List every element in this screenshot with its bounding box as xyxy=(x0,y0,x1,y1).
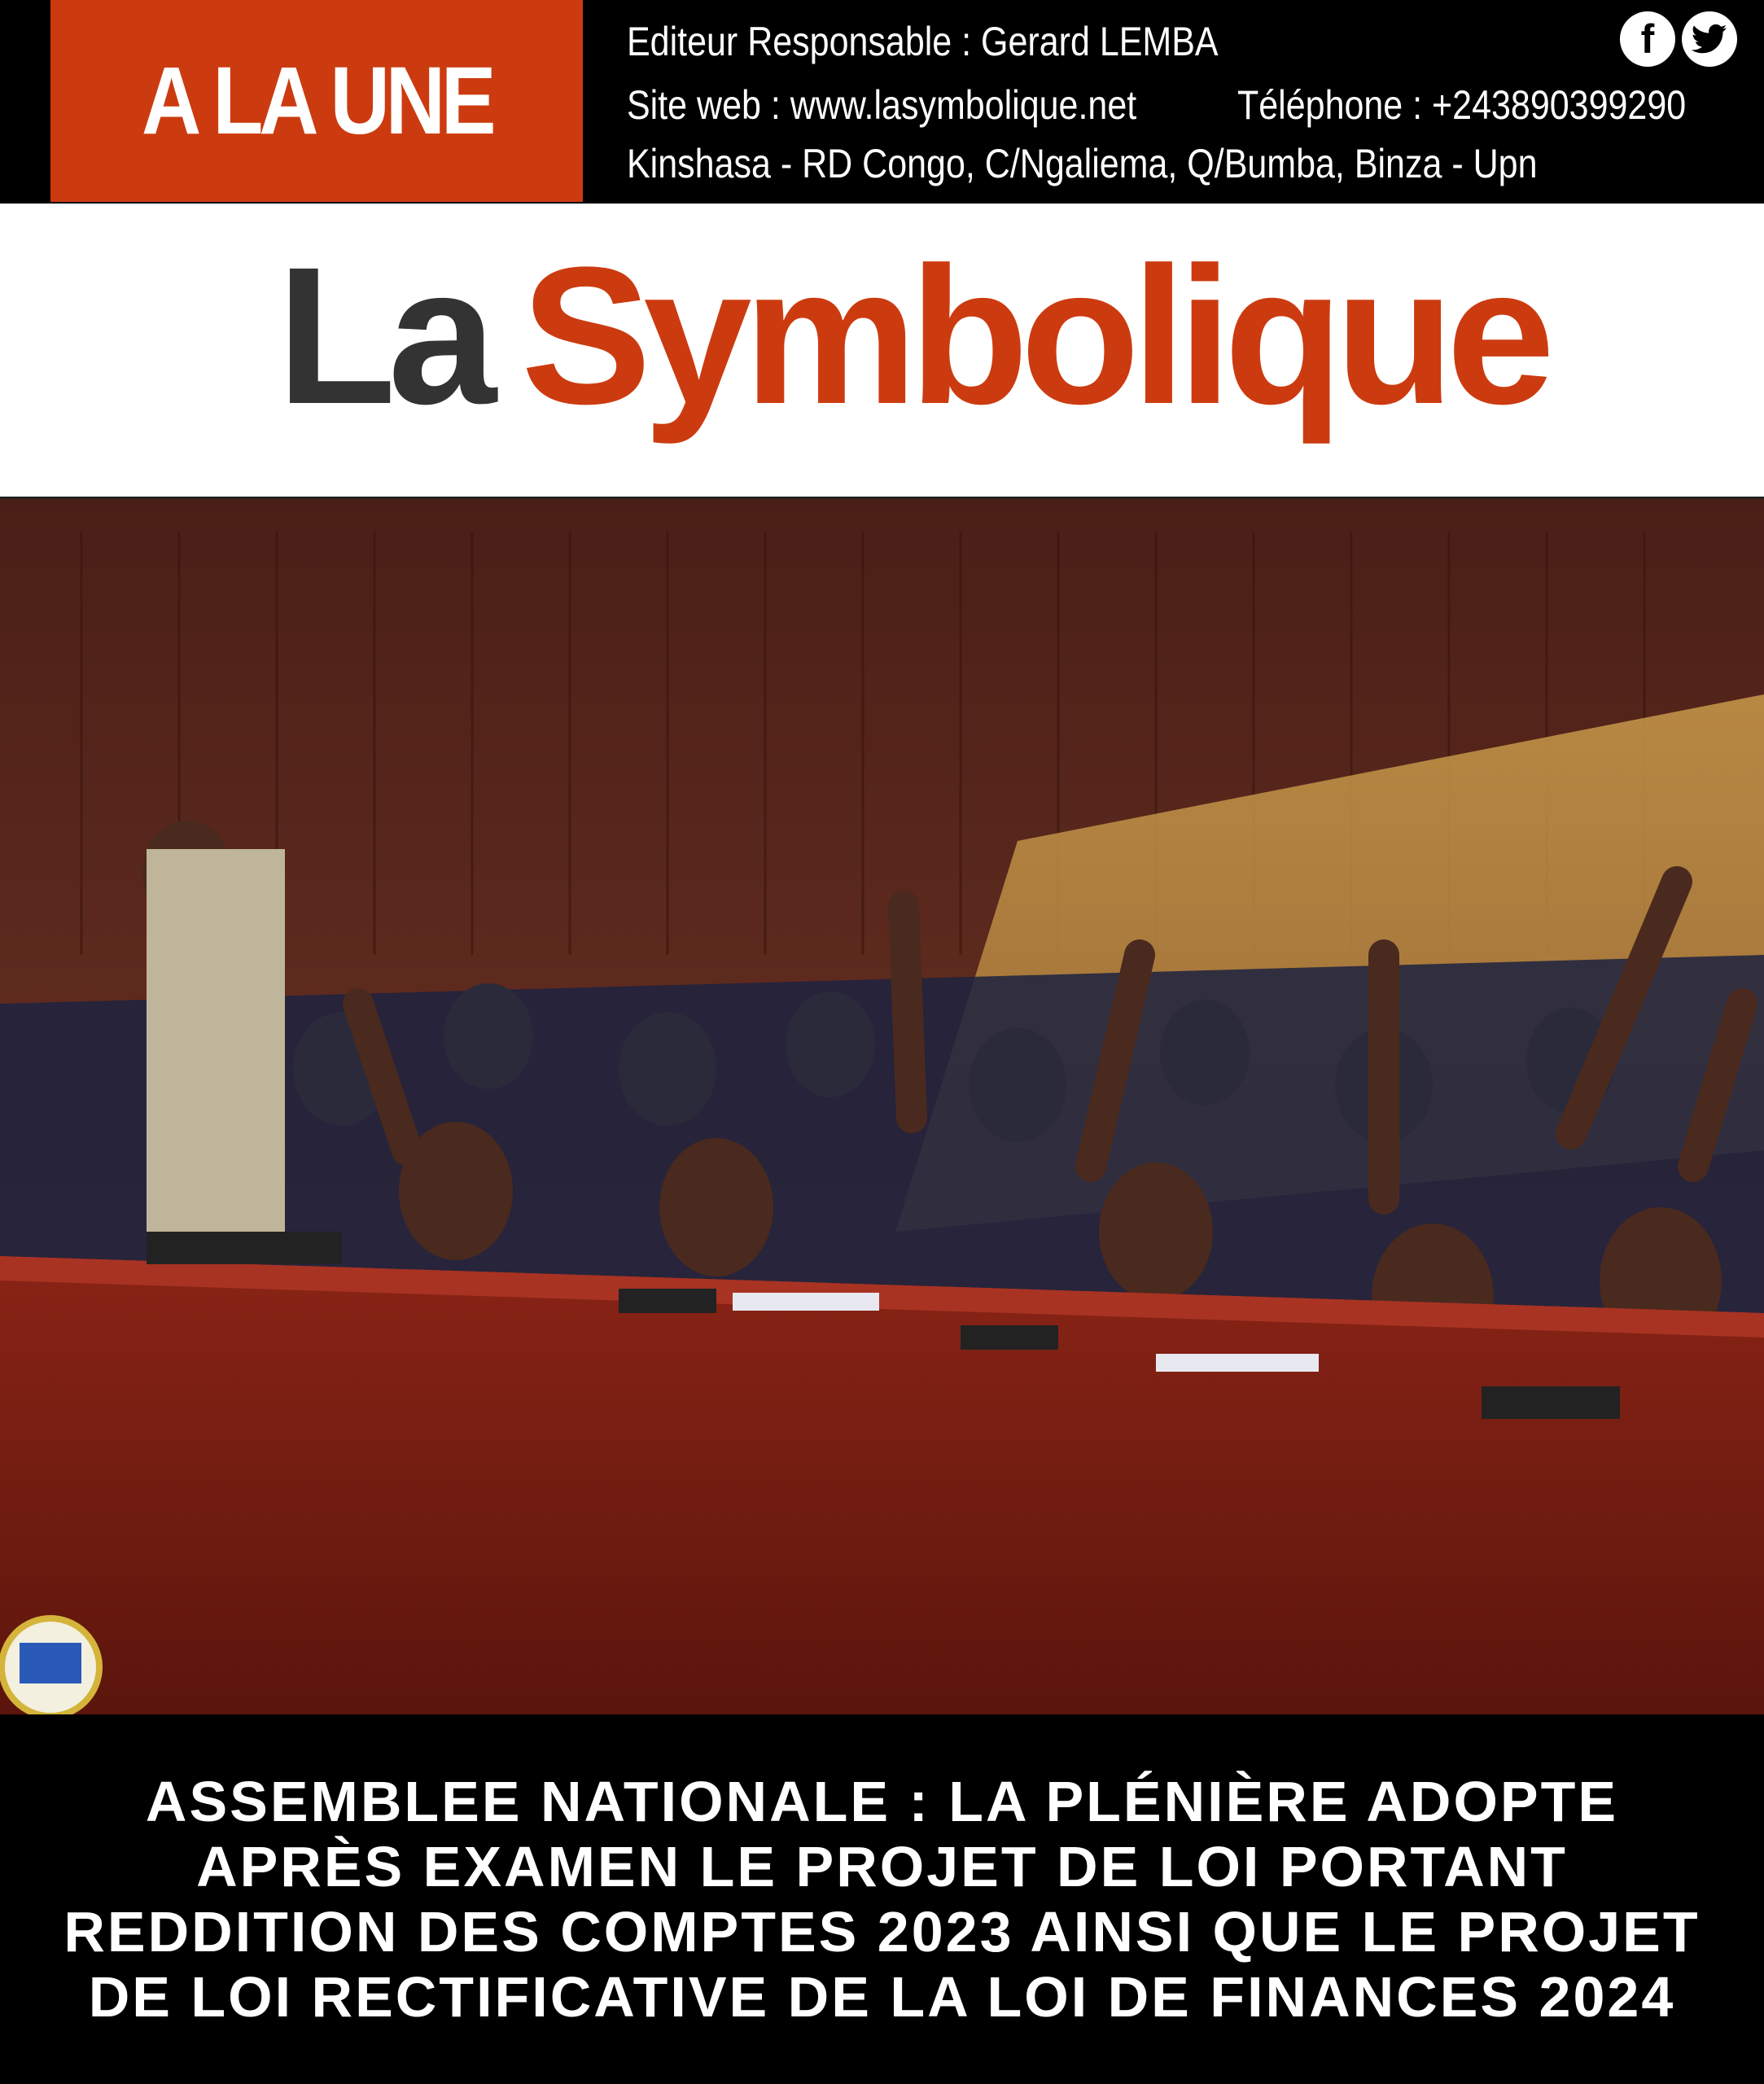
plenary-photo-illustration xyxy=(0,499,1764,1717)
twitter-icon[interactable] xyxy=(1682,11,1737,67)
section-badge xyxy=(50,0,583,202)
section-badge-label: A LA UNE xyxy=(141,47,492,155)
masthead xyxy=(0,204,1764,497)
newspaper-logo xyxy=(277,228,1547,443)
address-line: Kinshasa - RD Congo, C/Ngaliema, Q/Bumba, Binza - Upn xyxy=(627,141,1538,186)
article-photo xyxy=(0,497,1764,1717)
website-line: Site web : www.lasymbolique.net xyxy=(627,82,1137,128)
phone-line: Téléphone : +243890399290 xyxy=(1237,82,1687,128)
top-bar xyxy=(0,0,1764,202)
logo-word-symbolique: Symbolique xyxy=(521,226,1547,444)
editor-line: Editeur Responsable : Gerard LEMBA xyxy=(627,19,1219,64)
headline-banner xyxy=(0,1714,1764,2084)
article-headline[interactable]: ASSEMBLEE NATIONALE : LA PLÉNIÈRE ADOPTE APRÈS EXAMEN LE PROJET DE LOI PORTANT REDDITION DES COMPTES 2023 AINSI QUE LE PROJET DE LOI RECTIFICATIVE DE LA LOI DE FINANCES 2024 xyxy=(63,1770,1701,2029)
logo-word-la: La xyxy=(277,226,489,444)
facebook-icon[interactable]: f xyxy=(1620,11,1675,67)
